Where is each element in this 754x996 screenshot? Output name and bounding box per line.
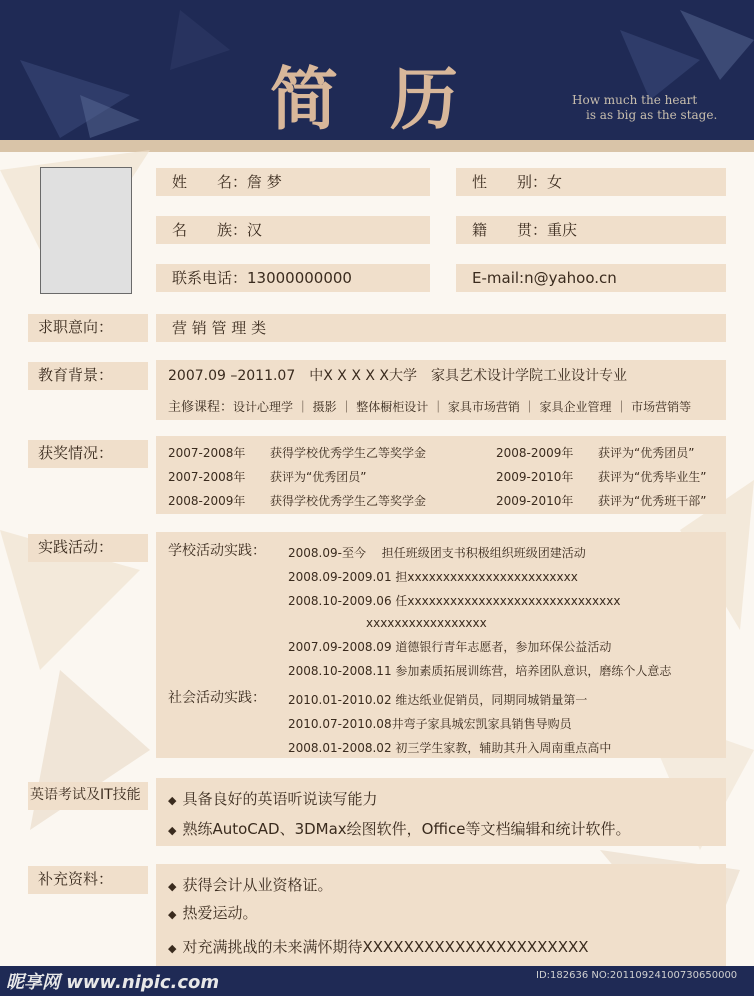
page-title: 简历: [270, 60, 511, 140]
watermark-right: ID:182636 NO:20110924100730650000: [536, 970, 738, 981]
hometown-field: 籍 贯：重庆: [456, 216, 726, 244]
name-field: 姓 名：詹 梦: [156, 168, 430, 196]
award-text: 获得学校优秀学生乙等奖学金: [270, 446, 427, 460]
school-activities-label: 学校活动实践：: [168, 543, 266, 559]
courses-list: 设计心理学 ｜ 摄影 ｜ 整体橱柜设计 ｜ 家具市场营销 ｜ 家具企业管理 ｜ 市场营销等: [233, 400, 692, 414]
awards-box: [156, 436, 726, 514]
awards-label: 获奖情况：: [28, 440, 148, 468]
ethnicity-field: 名 族：汉: [156, 216, 430, 244]
award-text: 获评为“优秀毕业生”: [598, 470, 707, 484]
activity-item: 2010.01-2010.02 维达纸业促销员，同期同城销量第一: [288, 693, 588, 707]
award-item: [168, 444, 426, 461]
award-text: 获评为“优秀班干部”: [598, 494, 707, 508]
courses-row: [168, 396, 691, 415]
extra-label: 补充资料：: [28, 866, 148, 894]
activity-item: 2007.09-2008.09 道德银行青年志愿者，参加环保公益活动: [288, 640, 612, 654]
education-main: 2007.09 –2011.07 中X X X X X大学 家具艺术设计学院工业设计专业: [168, 368, 627, 384]
practice-box: [156, 532, 726, 758]
activity-item: 2008.01-2008.02 初三学生家教，辅助其升入周南重点高中: [288, 741, 612, 755]
award-item: [168, 492, 426, 509]
education-label: 教育背景：: [28, 362, 148, 390]
photo-placeholder: [40, 167, 132, 294]
slogan-line-1: How much the heart: [572, 93, 698, 107]
social-activities-label: 社会活动实践：: [168, 690, 266, 706]
activity-item: 2008.10-2009.06 任xxxxxxxxxxxxxxxxxxxxxxxxxxxxxx: [288, 594, 621, 608]
award-item: [168, 468, 366, 485]
extra-box: [156, 864, 726, 968]
extra-item: ◆ 热爱运动。: [168, 902, 257, 923]
email-field: E-mail:n@yahoo.cn: [456, 264, 726, 292]
skills-box: [156, 778, 726, 846]
skill-item: ◆ 具备良好的英语听说读写能力: [168, 788, 377, 809]
award-year: 2009-2010年: [496, 470, 574, 484]
slogan-line-2: is as big as the stage.: [586, 108, 718, 122]
objective-value: 营 销 管 理 类: [156, 314, 726, 342]
skill-item: ◆ 熟练AutoCAD、3DMax绘图软件，Office等文档编辑和统计软件。: [168, 818, 630, 839]
extra-item: ◆ 对充满挑战的未来满怀期待XXXXXXXXXXXXXXXXXXXXXX: [168, 936, 589, 957]
activity-item: xxxxxxxxxxxxxxxxx: [366, 616, 487, 630]
education-box: [156, 360, 726, 420]
award-text: 获得学校优秀学生乙等奖学金: [270, 494, 427, 508]
award-year: 2009-2010年: [496, 494, 574, 508]
award-item: [496, 444, 694, 461]
activity-item: 2010.07-2010.08井弯子家具城宏凯家具销售导购员: [288, 717, 572, 731]
award-year: 2007-2008年: [168, 470, 246, 484]
watermark-left: 昵享网 www.nipic.com: [6, 972, 220, 993]
gender-field: 性 别：女: [456, 168, 726, 196]
award-text: 获评为“优秀团员”: [598, 446, 695, 460]
phone-field: 联系电话：13000000000: [156, 264, 430, 292]
activity-item: 2008.09-至今 担任班级团支书积极组织班级团建活动: [288, 546, 586, 560]
award-year: 2008-2009年: [496, 446, 574, 460]
award-year: 2008-2009年: [168, 494, 246, 508]
award-year: 2007-2008年: [168, 446, 246, 460]
award-item: [496, 468, 706, 485]
award-item: [496, 492, 706, 509]
activity-item: 2008.10-2008.11 参加素质拓展训练营，培养团队意识，磨练个人意志: [288, 664, 672, 678]
courses-label: 主修课程：: [168, 400, 234, 415]
practice-label: 实践活动：: [28, 534, 148, 562]
objective-label: 求职意向：: [28, 314, 148, 342]
activity-item: 2008.09-2009.01 担xxxxxxxxxxxxxxxxxxxxxxxx: [288, 570, 578, 584]
extra-item: ◆ 获得会计从业资格证。: [168, 874, 332, 895]
skills-label: 英语考试及IT技能: [28, 782, 148, 810]
slogan: [572, 93, 717, 123]
award-text: 获评为“优秀团员”: [270, 470, 367, 484]
